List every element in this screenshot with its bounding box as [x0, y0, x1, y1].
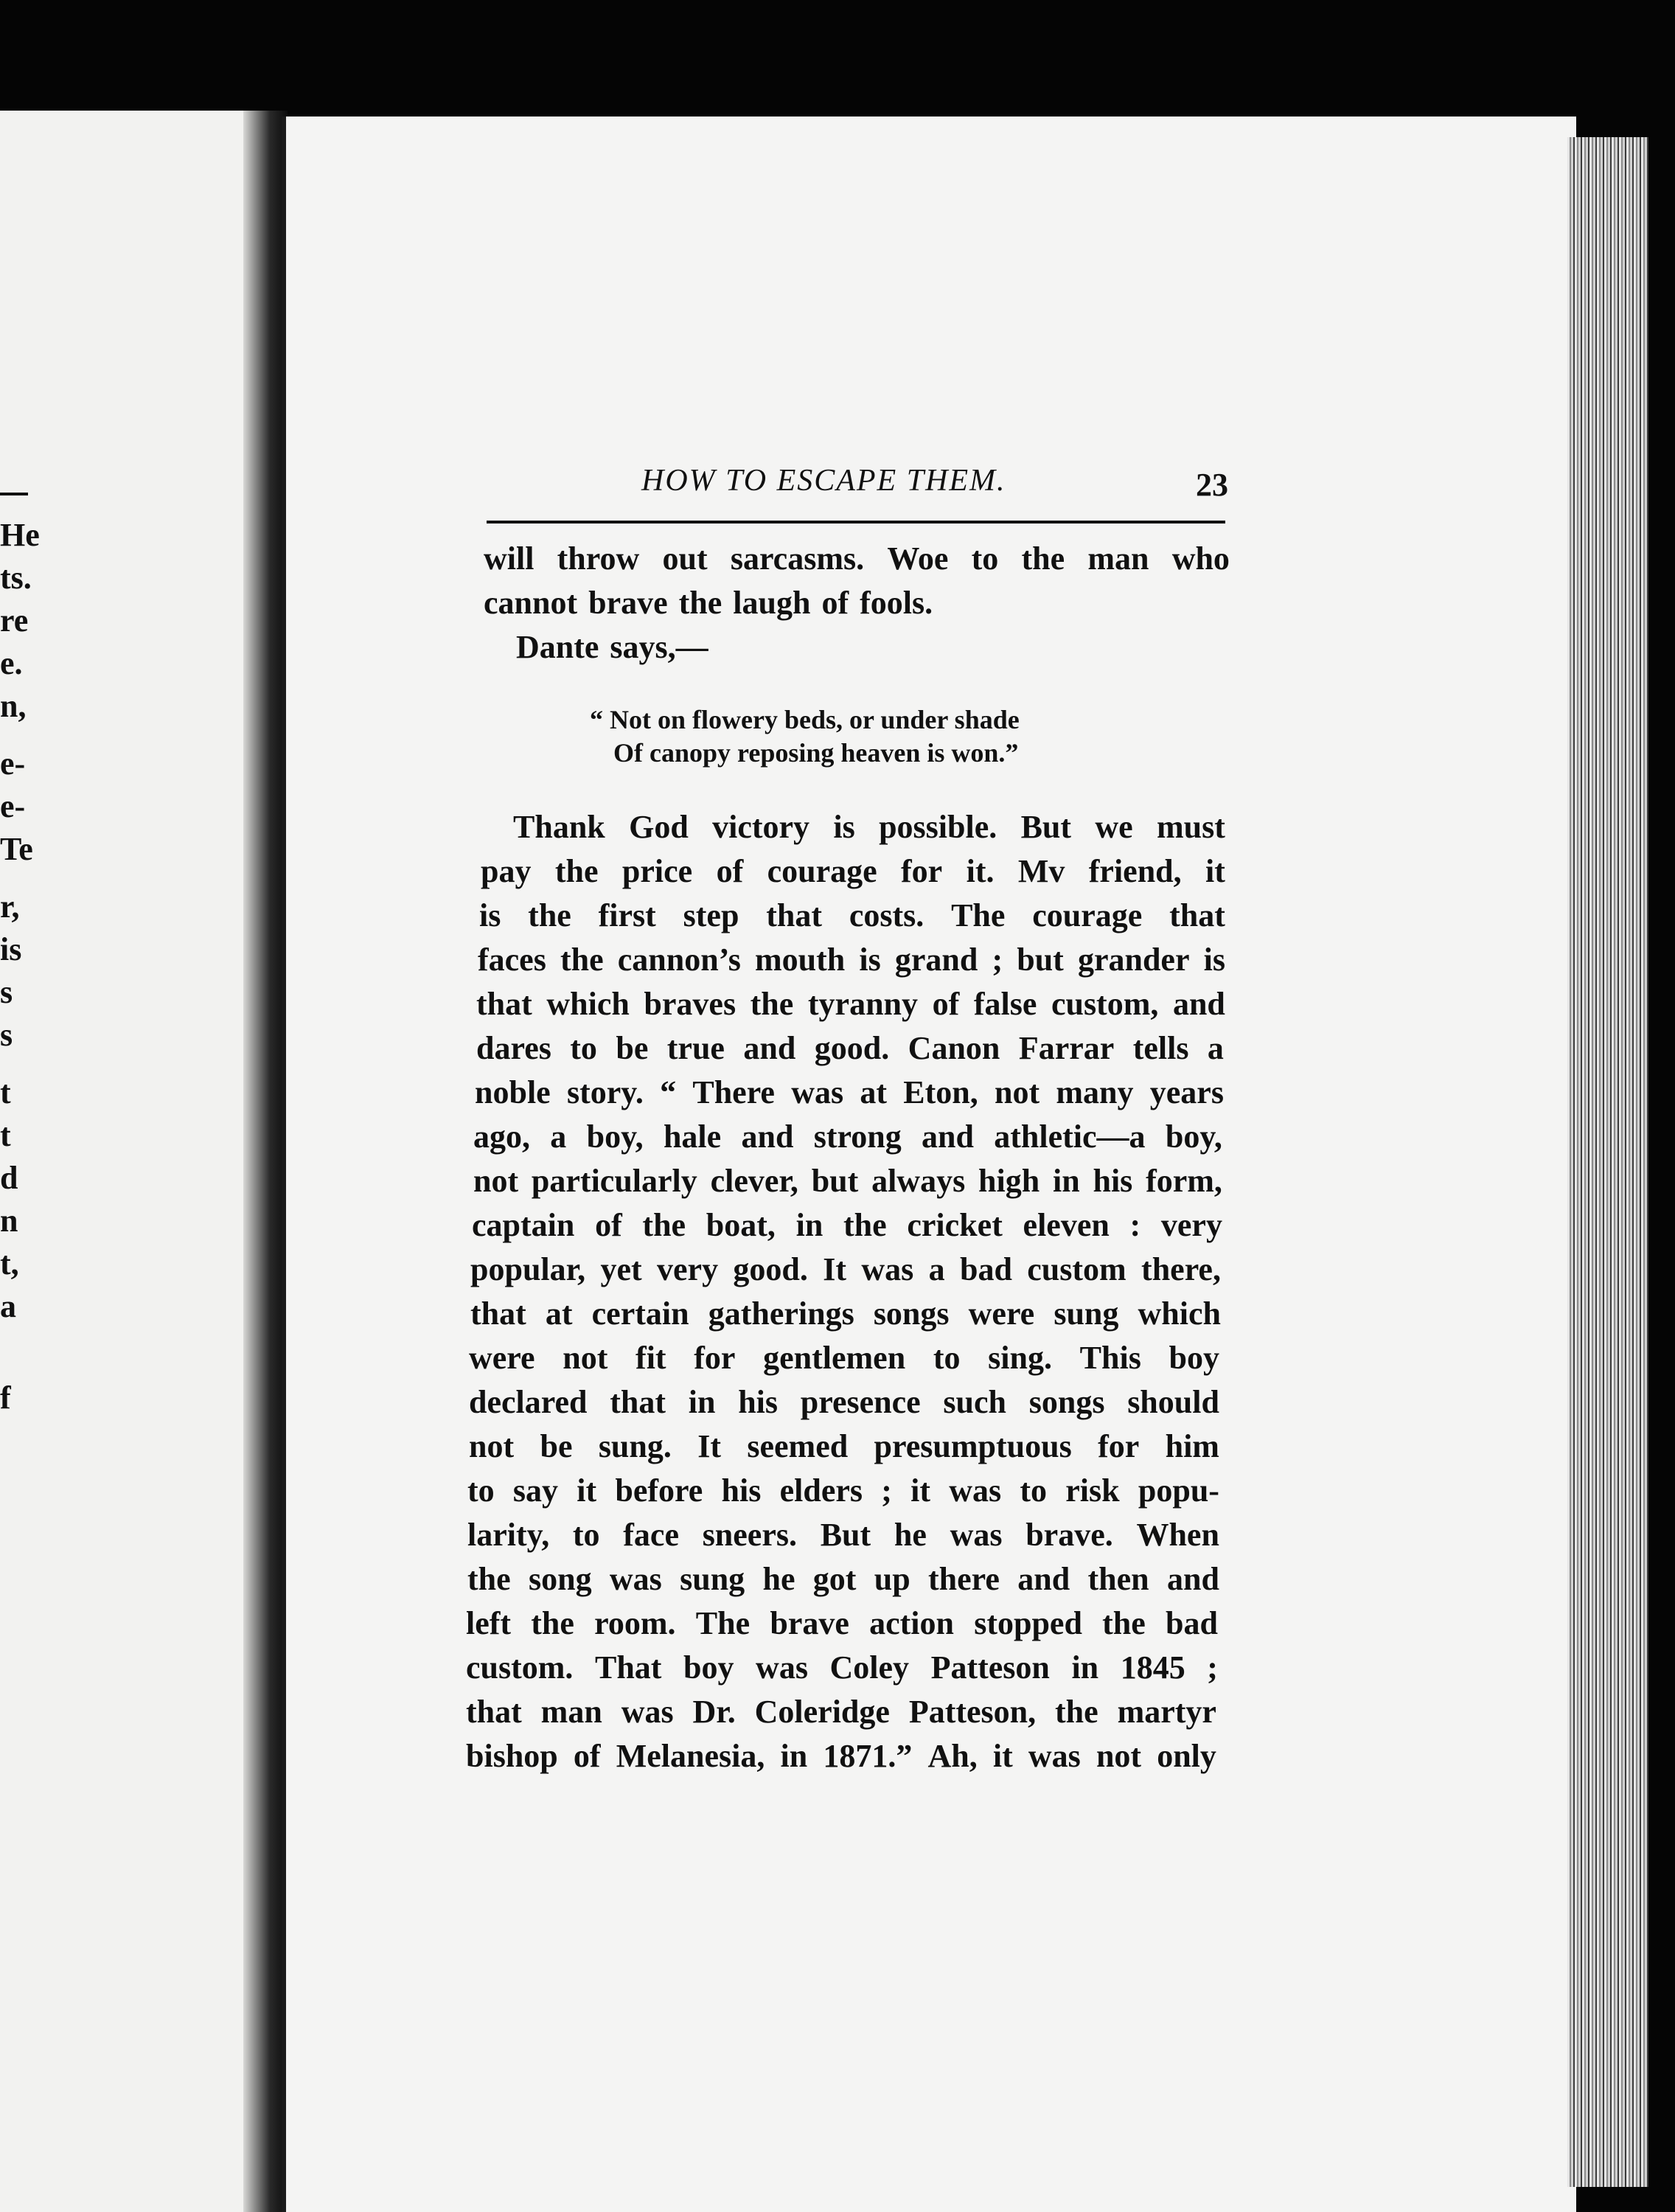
body-line: not particularly clever, but always high in his form, — [473, 1163, 1222, 1199]
body-line: faces the cannon’s mouth is grand ; but grander is — [478, 942, 1225, 978]
left-page-fragment: is — [0, 931, 22, 967]
page-number: 23 — [1196, 467, 1228, 503]
running-title: HOW TO ESCAPE THEM. — [641, 464, 1006, 498]
body-line: is the first step that costs. The courage that — [479, 897, 1225, 933]
left-page-fragment: Te — [0, 831, 33, 867]
left-page-fragment: re — [0, 602, 29, 639]
body-line: that man was Dr. Coleridge Patteson, the martyr — [466, 1694, 1216, 1730]
quote-line: “ Not on flowery beds, or under shade — [590, 705, 1020, 734]
body-line: noble story. “ There was at Eton, not many years — [475, 1074, 1224, 1110]
body-line: to say it before his elders ; it was to risk popu- — [467, 1472, 1219, 1509]
left-page-fragment: ts. — [0, 560, 32, 596]
left-page-fragment: n, — [0, 688, 27, 724]
left-page-fragment: r, — [0, 888, 20, 925]
left-page-fragment: e- — [0, 745, 26, 782]
left-page-fragment: He — [0, 517, 40, 553]
header-rule — [487, 521, 1225, 524]
left-page-fragment: n — [0, 1203, 18, 1239]
left-page-fragment: t — [0, 1074, 11, 1110]
body-line: declared that in his presence such songs should — [469, 1384, 1219, 1420]
body-line: ago, a boy, hale and strong and athletic—a boy, — [473, 1119, 1222, 1155]
left-page-fragment: s — [0, 974, 13, 1010]
body-line: bishop of Melanesia, in 1871.” Ah, it was not only — [466, 1738, 1216, 1774]
left-page-fragment: f — [0, 1380, 11, 1416]
body-line: left the room. The brave action stopped the bad — [466, 1605, 1218, 1641]
body-line: that which braves the tyranny of false custom, and — [476, 986, 1225, 1022]
body-line: dares to be true and good. Canon Farrar tells a — [476, 1030, 1224, 1066]
body-line: cannot brave the laugh of fools. — [484, 585, 933, 621]
left-page-fragment: e- — [0, 788, 26, 824]
left-page-fragment: a — [0, 1288, 16, 1324]
left-page-fragment: d — [0, 1160, 18, 1196]
left-page-fragment: e. — [0, 645, 23, 681]
body-line: Thank God victory is possible. But we must — [513, 809, 1225, 845]
page-fore-edge — [1567, 137, 1648, 2187]
left-page-fragment: t — [0, 1117, 11, 1153]
dante-intro: Dante says,— — [516, 629, 708, 665]
body-line: the song was sung he got up there and then and — [467, 1561, 1219, 1597]
body-line: larity, to face sneers. But he was brave. When — [467, 1517, 1219, 1553]
body-line: captain of the boat, in the cricket eleven : very — [472, 1207, 1222, 1243]
body-line: were not fit for gentlemen to sing. This boy — [469, 1340, 1219, 1376]
quote-line: Of canopy reposing heaven is won.” — [613, 738, 1019, 768]
gutter-shadow — [243, 111, 288, 2212]
body-line: custom. That boy was Coley Patteson in 1845 ; — [466, 1649, 1218, 1686]
body-line: popular, yet very good. It was a bad custom there, — [470, 1251, 1221, 1287]
body-line: will throw out sarcasms. Woe to the man who — [484, 540, 1230, 577]
left-page-rule — [0, 493, 28, 495]
left-page — [0, 111, 258, 2212]
body-line: not be sung. It seemed presumptuous for him — [469, 1428, 1219, 1464]
left-page-fragment: s — [0, 1017, 13, 1053]
body-line: pay the price of courage for it. Mv friend, it — [481, 853, 1225, 889]
body-line: that at certain gatherings songs were sung which — [470, 1295, 1221, 1332]
left-page-fragment: t, — [0, 1245, 19, 1281]
